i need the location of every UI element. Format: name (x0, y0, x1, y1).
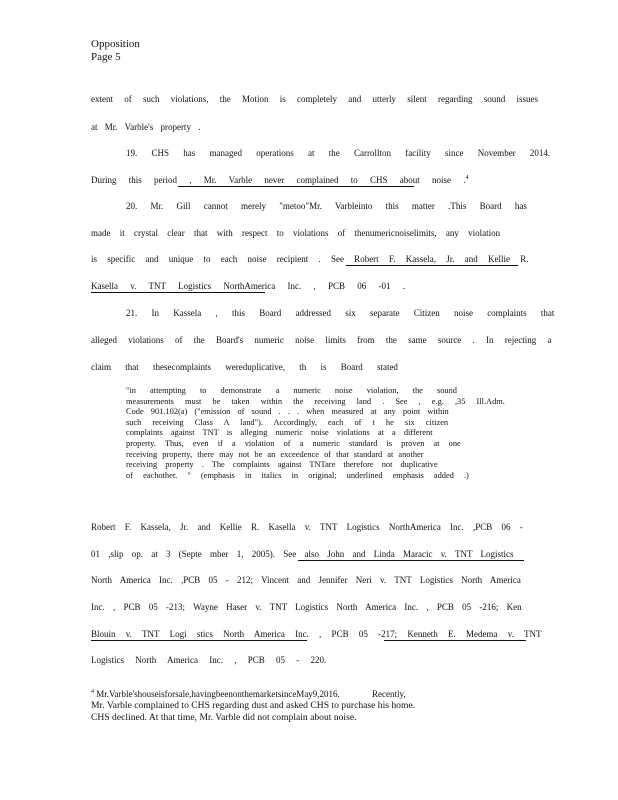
citation-text: 01 ,slip op. at 3 (Septe mber 1, 2005). See also John and Linda Maracic v. TNT Logistics (91, 549, 514, 559)
quote-line: property. Thus, even if a violation of a numeric standard is proven at one (126, 438, 461, 448)
quote-line: receiving property . The complaints against TNTare therefore not duplicative (126, 460, 438, 470)
body-line (91, 335, 552, 345)
footnote-line: CHS declined. At that time, Mr. Varble did not complain about noise. (91, 712, 357, 723)
body-line-text: extent of such violations, the Motion is completely and utterly silent regarding sound issues (91, 94, 538, 104)
quote-line: measurements must be taken within the receiving land . See , e.g. ,35 Ill.Adm. (126, 396, 505, 406)
citation-line (91, 549, 514, 559)
body-line-text: is specific and unique to each noise recipient . See Robert F. Kassela, Jr. and Kellie R. (91, 254, 529, 264)
body-line-text: During this period , Mr. Varble never complained to CHS about noise . (91, 175, 466, 185)
quote-line: receiving property, there may not be an exceedence of that standard at another (126, 449, 424, 459)
underline-rule (91, 640, 307, 641)
quote-line: of eachother. " (emphasis in italics in original; underlined emphasis added .) (126, 470, 469, 480)
citation-line (91, 575, 521, 585)
citation-text: Inc. , PCB 05 -213; Wayne Haser v. TNT Logistics North America Inc. , PCB 05 -216; Ken (91, 602, 522, 612)
header-page-number: Page 5 (91, 51, 121, 63)
underline-rule (178, 186, 414, 187)
body-line (91, 228, 500, 238)
underline-rule (298, 560, 524, 561)
footnote-ref: 4 (465, 175, 469, 181)
body-line-text: 20. Mr. Gill cannot merely "metoo"Mr. Varbleinto this matter .This Board has (126, 201, 527, 211)
body-line (91, 254, 528, 264)
body-line-text: 21. In Kassela , this Board addressed six separate Citizen noise complaints that (126, 308, 555, 318)
body-line (91, 94, 538, 104)
body-line (91, 122, 200, 132)
footnote-line (91, 686, 483, 700)
body-line-text: claim that thesecomplaints wereduplicative, th is Board stated (91, 362, 398, 372)
citation-text: Robert F. Kassela, Jr. and Kellie R. Kasella v. TNT Logistics NorthAmerica Inc. ,PCB 06 - (91, 522, 523, 532)
quote-line: "in attempting to demonstrate a numeric noise violation, the sound (126, 386, 457, 395)
body-line (91, 281, 405, 291)
block-quote (126, 386, 505, 481)
footnote-marker: 4 (91, 689, 94, 695)
body-line (91, 175, 469, 185)
body-line-text: at Mr. Varble's property . (91, 122, 201, 132)
citation-text: Logistics North America Inc. , PCB 05 - 220. (91, 655, 327, 665)
underline-rule (346, 265, 518, 266)
body-line-text: 19. CHS has managed operations at the Carrollton facility since November 2014. (126, 148, 551, 158)
citation-text: Blouin v. TNT Logi stics North America Inc. , PCB 05 -217; Kenneth E. Medema v. TNT (91, 629, 542, 639)
citation-line (91, 655, 326, 665)
citation-line (91, 602, 522, 612)
paragraph-19-line (126, 148, 550, 158)
body-line-text: Kasella v. TNT Logistics NorthAmerica Inc. , PCB 06 -01 . (91, 281, 406, 291)
underline-rule (91, 292, 265, 293)
citation-text: North America Inc. ,PCB 05 - 212; Vincent and Jennifer Neri v. TNT Logistics North America (91, 575, 521, 585)
citation-line (91, 629, 542, 639)
page-header (91, 38, 140, 64)
footnote-line: Mr. Varble complained to CHS regarding dust and asked CHS to purchase his home. (91, 700, 416, 711)
footnote-text: Mr.Varble'shouseisforsale,havingbeenonthemarketsinceMay9,2016. Recently, (96, 689, 406, 699)
header-title: Opposition (91, 38, 140, 50)
body-line (91, 362, 398, 372)
quote-line: complaints against TNT is alleging numeric noise violations at a different (126, 428, 433, 438)
footnote (91, 686, 483, 724)
body-line-text: alleged violations of the Board's numeric noise limits from the same source . In rejecting a (91, 335, 552, 345)
citation-line (91, 522, 523, 532)
underline-rule (384, 640, 526, 641)
quote-line: such receiving Class A land"). Accordingly, each of t he six citizen (126, 417, 449, 427)
paragraph-20-line (126, 201, 527, 211)
quote-line: Code 901.102(a) ("emission of sound . . . when measured at any point within (126, 407, 449, 417)
body-line-text: made it crystal clear that with respect to violations of thenumericnoiselimits, any violation (91, 228, 501, 238)
paragraph-21-line (126, 308, 554, 318)
